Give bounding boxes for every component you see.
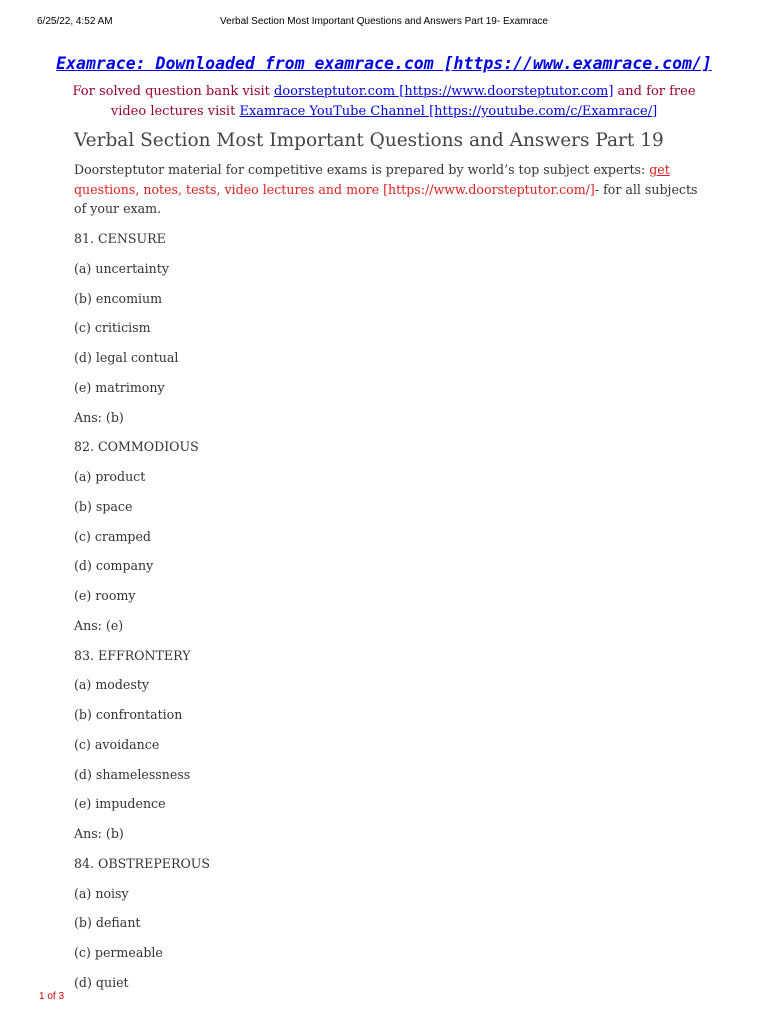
- option-item: (e) impudence: [74, 796, 166, 812]
- option-item: (b) defiant: [74, 915, 141, 931]
- intro-get-link[interactable]: get: [649, 162, 670, 177]
- page-counter: 1 of 3: [39, 991, 65, 1002]
- page-title: Verbal Section Most Important Questions and Answers Part 19: [74, 130, 664, 151]
- examrace-banner-link[interactable]: Examrace: Downloaded from examrace.com [https://www.examrace.com/]: [56, 54, 712, 73]
- option-item: (b) encomium: [74, 290, 163, 306]
- question-list: [74, 229, 694, 1003]
- option-item: (e) roomy: [74, 588, 136, 603]
- option-item: (d) company: [74, 558, 154, 574]
- option-item: (b) space: [74, 498, 133, 514]
- option-item: (a) modesty: [74, 677, 150, 693]
- option-item: (a) uncertainty: [74, 260, 169, 276]
- question-heading: 83. EFFRONTERY: [74, 647, 191, 663]
- youtube-channel-link[interactable]: Examrace YouTube Channel [https://youtube.com/c/Examrace/]: [239, 104, 658, 119]
- option-item: (c) cramped: [74, 528, 151, 544]
- option-item: (d) quiet: [74, 974, 129, 990]
- promo-text-2: and for free video lectures visit: [110, 84, 696, 119]
- option-item: (e) matrimony: [74, 379, 165, 395]
- question-heading: 84. OBSTREPEROUS: [74, 855, 211, 871]
- intro-text-1: Doorsteptutor material for competitive exams is prepared by world’s top subject experts:: [74, 162, 650, 177]
- intro-link-rest[interactable]: questions, notes, tests, video lectures and more [https://www.doorsteptutor.com/]: [74, 181, 595, 197]
- option-item: (b) confrontation: [74, 707, 183, 722]
- answer-line: Ans: (b): [74, 826, 124, 841]
- intro-text-2: - for all subjects of your exam.: [74, 181, 698, 216]
- print-header: [37, 16, 731, 32]
- question-heading: 81. CENSURE: [74, 231, 166, 246]
- option-item: (d) shamelessness: [74, 766, 191, 782]
- intro-paragraph: [74, 160, 698, 219]
- option-item: (c) avoidance: [74, 736, 160, 752]
- promo-text: [60, 82, 708, 122]
- option-item: (c) criticism: [74, 320, 151, 336]
- print-page-title: Verbal Section Most Important Questions and Answers Part 19- Examrace: [220, 16, 548, 27]
- option-item: (d) legal contual: [74, 350, 179, 365]
- question-heading: 82. COMMODIOUS: [74, 439, 199, 455]
- option-item: (c) permeable: [74, 945, 163, 960]
- answer-line: Ans: (e): [74, 617, 124, 633]
- promo-text-1: For solved question bank visit: [72, 84, 275, 99]
- print-timestamp: 6/25/22, 4:52 AM: [37, 16, 113, 27]
- doorsteptutor-link[interactable]: doorsteptutor.com [https://www.doorsteptutor.com]: [274, 84, 614, 99]
- answer-line: Ans: (b): [74, 409, 124, 425]
- option-item: (a) product: [74, 469, 146, 484]
- option-item: (a) noisy: [74, 885, 129, 901]
